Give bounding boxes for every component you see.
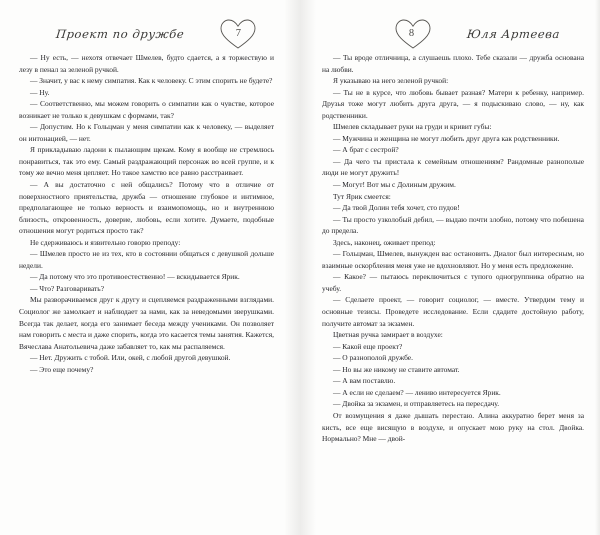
paragraph: — Нет. Дружить с тобой. Или, окей, с любой другой девушкой. (30, 353, 231, 363)
paragraph: — Ты не в курсе, что любовь бывает разная? Матери к ребенку, например. Друзья тоже могут любить друга друга, — я подыскиваю слово, — ну, как родственники. (322, 87, 584, 120)
paragraph: Здесь, наконец, оживает препод: (333, 237, 436, 247)
paragraph: — Двойка за экзамен, и отправляетесь на пересдачу. (333, 399, 500, 409)
paragraph: — Это еще почему? (30, 364, 94, 374)
paragraph: — Ты просто узколобый дебил, — выдаю почти злобно, потому что побешена до предела. (322, 214, 584, 236)
paragraph: Тут Ярик смеется: (333, 191, 391, 201)
paragraph: — Значит, у вас к нему симпатия. Как к человеку. С этим спорить не будете? (30, 76, 273, 86)
body-text-right (322, 52, 584, 445)
paragraph: — Шмелев просто не из тех, кто в состоянии общаться с девушкой дольше недели. (19, 249, 274, 270)
paragraph: — А вам поставлю. (333, 376, 396, 386)
paragraph: — Ты вроде отличница, а слушаешь плохо. Тебе сказали — дружба основана на любви. (322, 53, 584, 74)
running-head-right (318, 0, 590, 52)
gutter-shadow-left (284, 0, 300, 535)
paragraph: — О разнополой дружбе. (333, 353, 413, 363)
paragraph: Я прикладываю ладони к пылающим щекам. Кому я вообще не стремлюсь понравиться, так это ему. Самый раздражающий персонаж во всей группе, и к тому же вечно меня цепляет. Но такое хамство все равно расстраивает. (19, 145, 274, 178)
paragraph: Шмелев складывает руки на груди и кривит губы: (333, 122, 492, 132)
paragraph: Мы разворачиваемся друг к другу и сцепляемся раздраженными взглядами. Социолог же замолкает и наблюдает за нами, как за неведомыми зверушками. Всегда так делает, когда его занимает беседа между учениками. Он позволяет нам говорить с места и даже спорить, когда это касается темы занятия. Кажется, Вячеслава Анатольевича даже забавляет то, как мы распаляемся. (19, 295, 274, 351)
paragraph: — А если не сделаем? — лениво интересуется Ярик. (333, 387, 501, 397)
paragraph: — А вы достаточно с ней общались? Потому что в отличие от поверхностного приятельства, дружба — отношение глубокое и интимное, предполагающее не только верность и взаимопомощь, но и внутреннюю близость, откровенность, доверие, любовь, если хотите. Думаете, подобные отношения могут родиться просто так? (19, 180, 274, 236)
paragraph: — Какое? — пытаюсь переключиться с тупого одногруппника обратно на учебу. (322, 272, 584, 293)
paragraph: — Могут! Вот мы с Долиным дружим. (333, 180, 456, 190)
running-head-title-left: Проект по дружбе (55, 27, 186, 41)
paragraph: — Ну есть, — нехотя отвечает Шмелев, будто сдается, а я торжествую и лезу в пенал за зеленой ручкой. (19, 53, 274, 74)
paragraph: — Соответственно, мы можем говорить о симпатии как о чувстве, которое возникает не только к девушкам с формами, так? (19, 99, 274, 120)
paragraph: — А брат с сестрой? (333, 145, 399, 155)
paragraph: — Ну. (30, 87, 50, 97)
paragraph: — Да чего ты пристала к семейным отношениям? Рандомные разнополые люди не могут дружить! (322, 156, 584, 178)
paragraph: Не сдерживаюсь и язвительно говорю преподу: (30, 237, 181, 247)
folio-number-right: 8 (408, 28, 415, 39)
paragraph: — Сделаете проект, — говорит социолог, — вместе. Утвердим тему и основные тезисы. Проведете исследование. Если сдадите достойную работу, получите автомат за экзамен. (322, 295, 584, 328)
running-head-title-right: Юля Артеева (466, 27, 561, 41)
paragraph: — Да твой Долин тебя хочет, сто пудов! (333, 203, 460, 213)
gutter-shadow-right (300, 0, 316, 535)
paragraph: — Допустим. Но к Гольцман у меня симпатии как к человеку, — выделяет он интонацией, — нет. (19, 122, 274, 143)
paragraph: — Мужчина и женщина не могут любить друг друга как родственники. (333, 133, 560, 143)
paragraph: — Какой еще проект? (333, 341, 403, 351)
paragraph: — Но вы же никому не ставите автомат. (333, 364, 460, 374)
paragraph: От возмущения я даже дышать перестаю. Алина аккуратно берет меня за кисть, все еще висящую в воздухе, и опускает мою руку на стол. Двойка. Нормально? Мне — двой- (322, 410, 584, 444)
folio-number-left: 7 (235, 28, 241, 39)
paragraph: — Да потому что это противоестественно! — вскидывается Ярик. (30, 272, 240, 282)
paragraph: Цветная ручка замирает в воздухе: (333, 330, 443, 340)
body-text-left (19, 52, 274, 375)
heart-ornament-icon-right (393, 17, 433, 51)
paragraph: Я указываю на него зеленой ручкой: (333, 76, 449, 86)
running-head-left (14, 0, 286, 52)
right-page (300, 0, 600, 535)
paragraph: — Гольцман, Шмелев, вынужден вас остановить. Диалог был интересным, но взаимные оскорбления меня уже не вдохновляют. Но у меня есть предложение. (322, 249, 584, 270)
paragraph: — Что? Разговаривать? (30, 283, 104, 293)
heart-ornament-icon-left (218, 17, 258, 51)
